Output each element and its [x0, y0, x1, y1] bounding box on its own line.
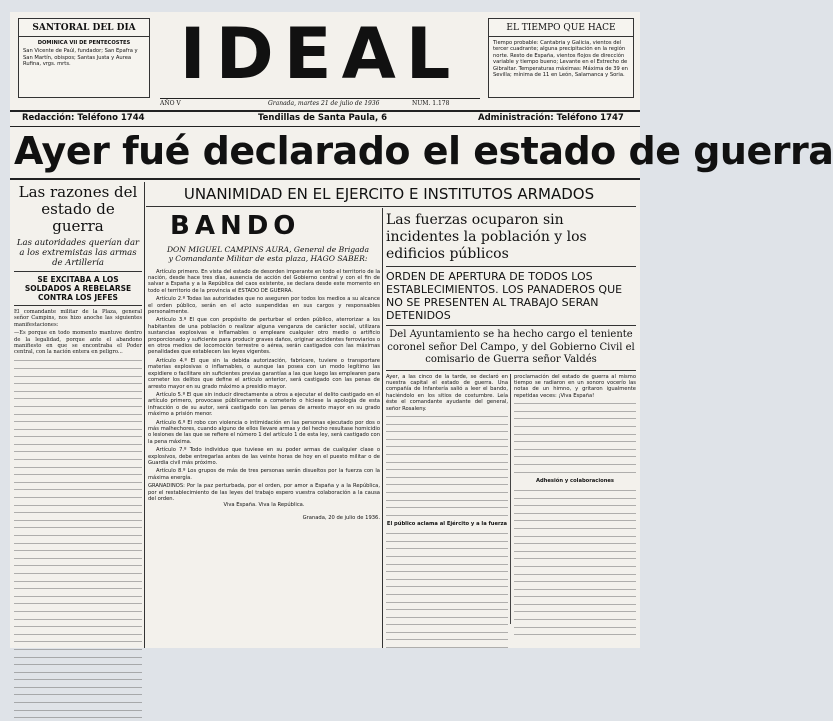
editorial-phone: Redacción: Teléfono 1744 [22, 113, 145, 123]
text-line [14, 441, 142, 447]
text-line [386, 429, 508, 435]
text-line [386, 622, 508, 628]
text-line [514, 563, 636, 569]
text-line [14, 662, 142, 668]
weather-text: Tiempo probable: Cantabria y Galicia, vientos del tercer cuadrante; alguna precipitación en la región norte. Resto de España, vientos flojos de dirección variable y tiempo bueno; Levante en el Estrecho de Gibraltar. Temperaturas máximas: Máxima de 39 en Sevilla; mínima de 11 en León, Salamanca y Soria. [493, 40, 628, 79]
weather-title: EL TIEMPO QUE HACE [506, 23, 616, 33]
text-line [514, 533, 636, 539]
text-line [14, 548, 142, 554]
text-line [14, 358, 142, 364]
right-col1-more-text [386, 531, 508, 651]
text-line [14, 457, 142, 463]
text-line [386, 546, 508, 552]
text-line [14, 646, 142, 652]
left-article-title: Las razones del estado de guerra [18, 183, 138, 235]
text-line [14, 434, 142, 440]
bando-signoff: Granada, 20 de julio de 1936. [302, 514, 380, 521]
text-line [514, 416, 636, 422]
text-line [14, 388, 142, 394]
right-col2-subhead: Adhesión y colaboraciones [535, 478, 615, 485]
text-line [514, 461, 636, 467]
text-line [14, 578, 142, 584]
text-line [386, 569, 508, 575]
right-col-1 [386, 374, 508, 624]
text-line [386, 553, 508, 559]
text-line [514, 518, 636, 524]
text-line [14, 624, 142, 630]
text-line [14, 540, 142, 546]
text-line [514, 454, 636, 460]
left-article-body: El comandante militar de la Plaza, general señor Campins, nos hizo anoche las siguientes manifestaciones: [14, 309, 142, 328]
text-line [386, 637, 508, 643]
text-line [14, 365, 142, 371]
left-article-deck: SE EXCITABA A LOS SOLDADOS A REBELARSE CONTRA LOS JEFES [24, 275, 132, 302]
right-article-title: Las fuerzas ocuparon sin incidentes la población y los edificios públicos [386, 212, 587, 262]
address: Tendillas de Santa Paula, 6 [258, 113, 388, 123]
bando-viva: Viva España. Viva la República. [223, 502, 305, 509]
text-line [386, 512, 508, 518]
text-line [14, 533, 142, 539]
text-line [14, 373, 142, 379]
text-line [14, 449, 142, 455]
bando-article: Artículo 8.º Los grupos de más de tres personas serán disueltos por la fuerza con la máxima energía. [148, 468, 380, 481]
newspaper-page [10, 12, 833, 648]
text-line [514, 548, 636, 554]
text-line [514, 624, 636, 630]
text-line [14, 396, 142, 402]
text-line [386, 489, 508, 495]
text-line [14, 601, 142, 607]
text-line [14, 715, 142, 721]
text-line [14, 555, 142, 561]
left-article-continued-text [14, 358, 142, 721]
bando-article: Artículo 2.º Todas las autoridades que no aseguren por todos los medios a su alcance el orden público, serán en el acto suspendidas en sus cargos y responsables personalmente. [148, 296, 380, 316]
year-label: AÑO V [160, 100, 181, 107]
right-col2-more-text [514, 487, 636, 637]
text-line [14, 517, 142, 523]
text-line [14, 669, 142, 675]
text-line [386, 538, 508, 544]
santoral-title: SANTORAL DEL DIA [32, 23, 136, 33]
bando-article: Artículo 4.º El que sin la debida autorización, fabricare, tuviere o transportare materias explosivas o inflamables, o aunque las posea con un modo legítimo las expidiere o facilitare sin suficientes previas garantías a las que luego las emplearen para cometer los delitos que define el artículo anterior, será castigado con las penas de arresto mayor en su grado máximo a presidio mayor. [148, 357, 380, 390]
text-line [386, 591, 508, 597]
admin-phone: Administración: Teléfono 1747 [478, 113, 624, 123]
left-article [14, 184, 142, 644]
text-line [14, 479, 142, 485]
text-line [514, 594, 636, 600]
text-line [14, 608, 142, 614]
text-line [514, 469, 636, 475]
santoral-subtitle: DOMINICA VII DE PENTECOSTES [37, 40, 131, 46]
text-line [14, 700, 142, 706]
right-col-2 [514, 374, 636, 624]
santoral-box [18, 18, 150, 98]
right-article-deck2: Del Ayuntamiento se ha hecho cargo el teniente coronel señor Del Campo, y del Gobierno Civil el comisario de Guerra señor Valdés [387, 329, 635, 365]
text-line [386, 421, 508, 427]
text-line [386, 459, 508, 465]
text-line [514, 586, 636, 592]
text-line [514, 609, 636, 615]
text-line [14, 411, 142, 417]
bando-title: BANDO [170, 211, 301, 241]
text-line [514, 495, 636, 501]
text-line [386, 497, 508, 503]
text-line [14, 510, 142, 516]
text-line [14, 472, 142, 478]
text-line [514, 579, 636, 585]
right-col2-text: proclamación del estado de guerra al mismo tiempo se radiaron en un sonoro vocerío las notas de un himno, y gritaron igualmente repetidas veces: ¡Viva España! [514, 373, 636, 399]
main-headline: Ayer fué declarado el estado de guerra [14, 129, 833, 173]
text-line [514, 503, 636, 509]
text-line [386, 645, 508, 651]
text-line [14, 586, 142, 592]
text-line [14, 677, 142, 683]
text-line [386, 629, 508, 635]
text-line [14, 616, 142, 622]
left-article-body2: —Es porque en todo momento mantuve dentro de la legalidad, porque ante el abandono manifiesto en que se encontraba el Poder central, con la nación entera en peligro... [14, 330, 142, 356]
text-line [386, 505, 508, 511]
text-line [386, 467, 508, 473]
text-line [386, 474, 508, 480]
weather-box [488, 18, 634, 98]
text-line [14, 707, 142, 713]
right-col1-continued-text [386, 414, 508, 519]
text-line [386, 614, 508, 620]
text-line [514, 601, 636, 607]
text-line [14, 563, 142, 569]
text-line [14, 502, 142, 508]
bando-articles [148, 269, 380, 482]
text-line [14, 381, 142, 387]
text-line [14, 692, 142, 698]
text-line [386, 561, 508, 567]
left-article-subtitle: Las autoridades querían dar a los extremistas las armas de Artillería [16, 238, 140, 268]
bando-article: Artículo primero. En vista del estado de desorden imperante en todo el territorio de la nación, desde hace tres días, ausencia de acción del Gobierno central y con el fin de salvar a España y a la República del caos existente, se declara desde este momento en todo el territorio de la provincia el ESTADO DE GUERRA. [148, 268, 380, 294]
text-line [514, 541, 636, 547]
text-line [386, 414, 508, 420]
bando-article: Artículo 3.º El que con propósito de perturbar el orden público, aterrorizar a los habitantes de una población o realizar alguna venganza de carácter social, utilizara sustancias explosivas e inflamables o empleare cualquier otro medio o artificio proporcionado y suficiente para producir graves daños, originar accidentes ferroviarios o en otros medios de locomoción terrestre o aérea, serán castigados con las máximas penalidades que establecen las leyes vigentes. [148, 317, 380, 356]
text-line [386, 436, 508, 442]
text-line [386, 482, 508, 488]
text-line [14, 525, 142, 531]
text-line [514, 632, 636, 638]
text-line [14, 403, 142, 409]
text-line [386, 452, 508, 458]
bando-article: Artículo 7.º Todo individuo que tuviese en su poder armas de cualquier clase o explosivos, debe entregarlas antes de las veinte horas de hoy en el puesto militar o de Guardia civil más próximo. [148, 447, 380, 466]
text-line [386, 531, 508, 537]
santoral-text: San Vicente de Paúl, fundador; San Epafra y San Martín, obispos; Santas Justa y Aurea Rufina, vrgs. mrts. [23, 48, 138, 68]
text-line [14, 487, 142, 493]
text-line [14, 593, 142, 599]
text-line [514, 571, 636, 577]
center-heading: UNANIMIDAD EN EL EJERCITO E INSTITUTOS ARMADOS [183, 185, 595, 203]
text-line [514, 446, 636, 452]
text-line [514, 439, 636, 445]
issue-number: NUM. 1.178 [412, 100, 450, 107]
text-line [514, 525, 636, 531]
right-col1-subhead: El público aclama al Ejército y a la fuerza [386, 521, 508, 528]
text-line [514, 401, 636, 407]
bando-article: Artículo 6.º El robo con violencia o intimidación en las personas ejecutado por dos o más malhechores, cuando alguno de ellos llevare armas y del hecho resultase homicidio o lesiones de las que se refiere el número 1 del artículo 1 de esta ley, será castigado con la pena máxima. [148, 419, 380, 445]
right-col2-continued-text [514, 401, 636, 475]
text-line [386, 584, 508, 590]
masthead-title: IDEAL [179, 13, 461, 95]
text-line [514, 431, 636, 437]
text-line [386, 599, 508, 605]
bando-article: Artículo 5.º El que sin inducir directamente a otros a ejecutar el delito castigado en el artículo primero, provocase públicamente a cometerlo o hiciese la apología de esta infracción o de su autor, será castigado con las penas de arresto mayor en su grado máximo a prisión menor. [148, 391, 380, 418]
dateline: Granada, martes 21 de julio de 1936 [268, 100, 380, 107]
text-line [14, 464, 142, 470]
text-line [514, 408, 636, 414]
text-line [514, 510, 636, 516]
text-line [14, 654, 142, 660]
text-line [14, 570, 142, 576]
text-line [14, 684, 142, 690]
text-line [14, 495, 142, 501]
right-article-deck: ORDEN DE APERTURA DE TODOS LOS ESTABLECIMIENTOS. LOS PANADEROS QUE NO SE PRESENTEN AL TRABAJO SERAN DETENIDOS [386, 270, 623, 322]
text-line [514, 617, 636, 623]
text-line [386, 576, 508, 582]
text-line [514, 556, 636, 562]
right-col1-text: Ayer, a las cinco de la tarde, se declaró en nuestra capital el estado de guerra. Una compañía de Infantería salió a leer el bando, haciéndolo en los sitios de costumbre. Leía éste el comandante ayudante del general, señor Rosaleny. [386, 373, 508, 412]
text-line [14, 426, 142, 432]
text-line [14, 639, 142, 645]
bando-closing: GRANADINOS: Por la paz perturbada, por el orden, por amor a España y a la República, por el restablecimiento de las leyes del trabajo espero vuestra colaboración a la causa del orden. [148, 483, 380, 502]
text-line [14, 419, 142, 425]
text-line [14, 631, 142, 637]
bando-author: DON MIGUEL CAMPINS AURA, General de Brigada y Comandante Militar de esta plaza, HAGO SABER: [166, 245, 370, 264]
right-article [386, 212, 636, 646]
text-line [514, 424, 636, 430]
text-line [386, 444, 508, 450]
text-line [514, 487, 636, 493]
text-line [386, 607, 508, 613]
bando [148, 210, 380, 646]
